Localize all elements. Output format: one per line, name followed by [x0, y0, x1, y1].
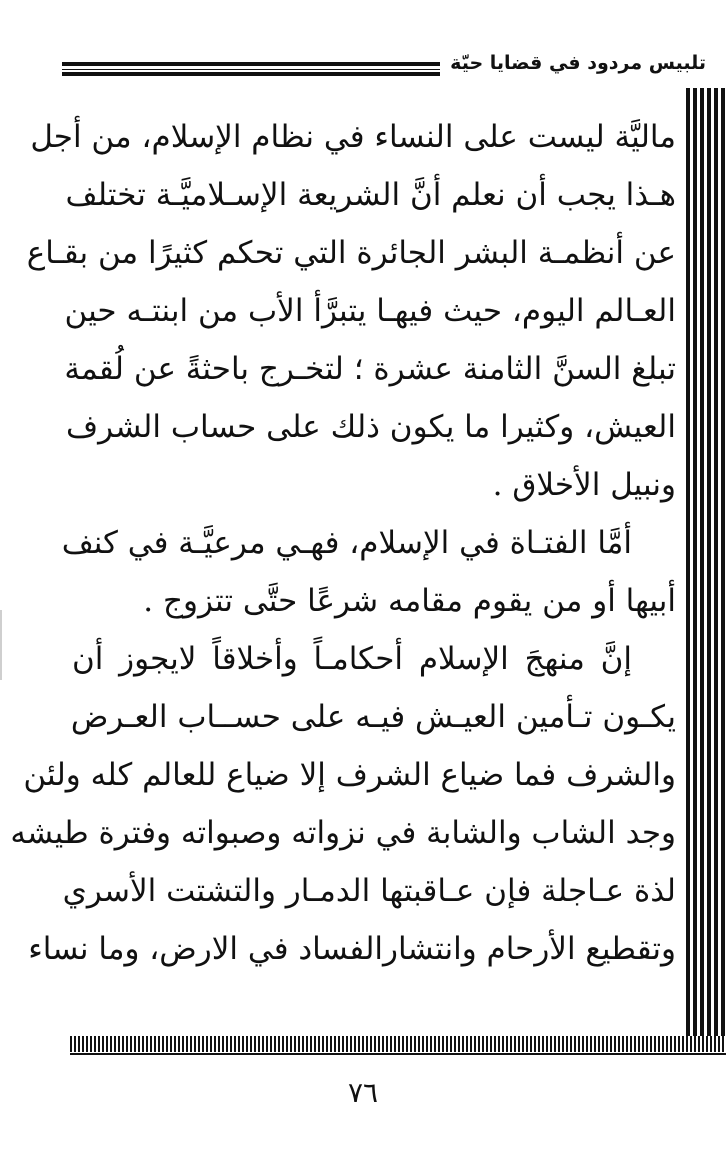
right-frame-border: [686, 88, 726, 1048]
text-line: عن أنظمـة البشر الجائرة التي تحكم كثيرًا من بقـاع: [26, 235, 676, 271]
body-text: [10, 108, 676, 978]
text-line: والشرف فما ضياع الشرف إلا ضياع للعالم كله ولئن: [23, 757, 676, 793]
page-number: ٧٦: [347, 1076, 379, 1109]
footer-rule: [70, 1036, 726, 1052]
header-rule: [62, 62, 440, 76]
text-line: العـالم اليوم، حيث فيهـا يتبرَّأ الأب من ابنتـه حين: [64, 293, 676, 329]
text-line: يكـون تـأمين العيـش فيـه على حســاب العـرض: [70, 699, 676, 735]
text-line: إنَّ منهجَ الإسلام أحكامـاً وأخلاقاً لايجوز أن: [72, 641, 632, 677]
text-line: العيش، وكثيرا ما يكون ذلك على حساب الشرف: [66, 409, 676, 445]
text-line: ونبيل الأخلاق .: [492, 467, 676, 503]
text-line: وتقطيع الأرحام وانتشارالفساد في الارض، وما نساء: [28, 931, 676, 967]
text-line: تبلغ السنَّ الثامنة عشرة ؛ لتخـرج باحثةً عن لُقمة: [64, 351, 676, 387]
text-line: هـذا يجب أن نعلم أنَّ الشريعة الإسـلاميَّـة تختلف: [65, 177, 676, 213]
scan-margin-mark: [0, 610, 2, 680]
running-header: تلبيس مردود في قضايا حيّة: [450, 52, 706, 74]
text-line: ماليَّة ليست على النساء في نظام الإسلام، من أجل: [30, 119, 676, 155]
text-line: أمَّا الفتـاة في الإسلام، فهـي مرعيَّـة في كنف: [61, 525, 632, 561]
text-line: أبيها أو من يقوم مقامه شرعًا حتَّى تتزوج .: [143, 583, 676, 619]
text-line: لذة عـاجلة فإن عـاقبتها الدمـار والتشتت الأسري: [62, 873, 676, 909]
text-line: وجد الشاب والشابة في نزواته وصبواته وفترة طيشه: [10, 815, 676, 851]
